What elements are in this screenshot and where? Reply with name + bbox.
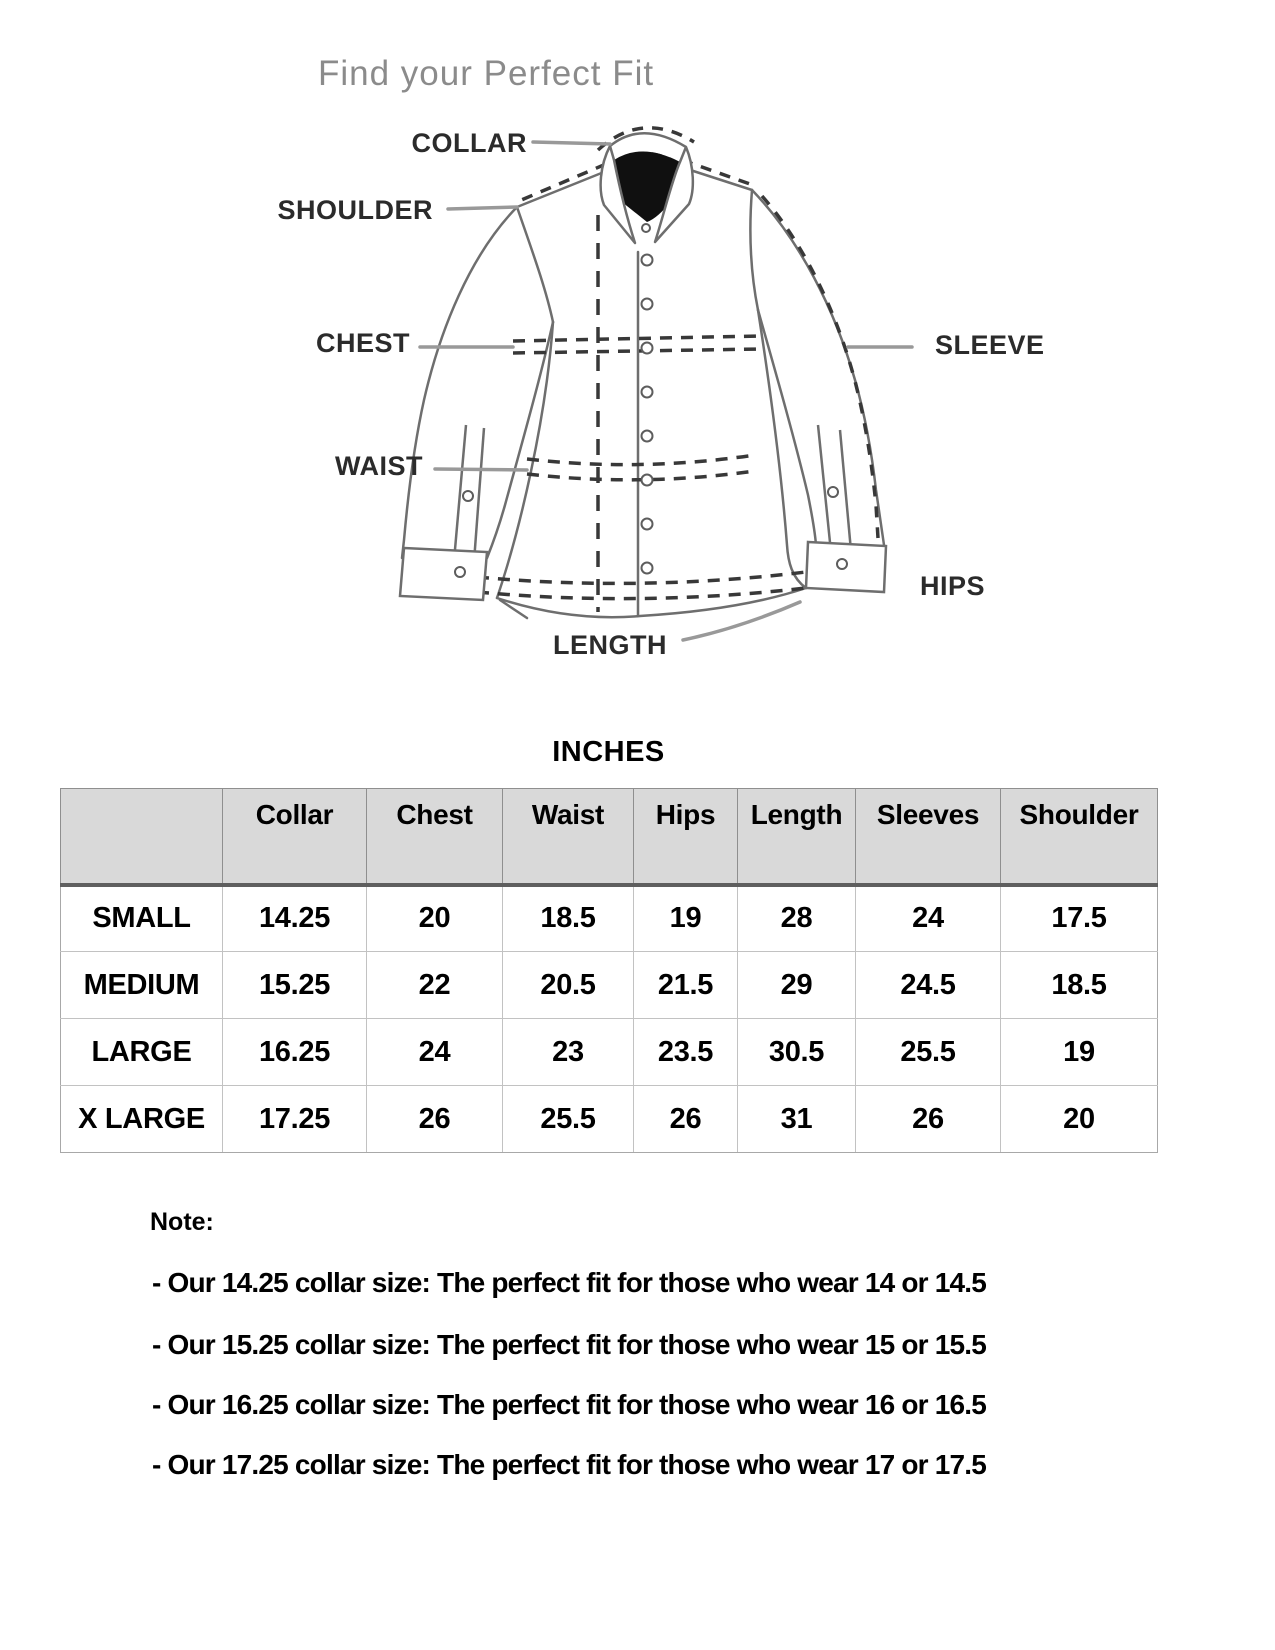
label-hips: HIPS <box>920 571 986 601</box>
note-item: - Our 14.25 collar size: The perfect fit for those who wear 14 or 14.5 <box>152 1267 987 1298</box>
cell-value: 25.5 <box>856 1019 1001 1086</box>
cell-value: 16.25 <box>223 1019 367 1086</box>
note-item: - Our 15.25 collar size: The perfect fit for those who wear 15 or 15.5 <box>152 1329 987 1360</box>
notes-heading: Note: <box>150 1208 214 1236</box>
cell-value: 14.25 <box>223 885 367 952</box>
cell-value: 20 <box>367 885 503 952</box>
cell-value: 29 <box>738 952 856 1019</box>
cell-value: 18.5 <box>503 885 634 952</box>
table-row-xlarge <box>61 1086 1158 1153</box>
header-row <box>61 789 1158 885</box>
cell-value: 24 <box>856 885 1001 952</box>
cell-value: 25.5 <box>503 1086 634 1153</box>
cell-value: 26 <box>856 1086 1001 1153</box>
col-header-hips: Hips <box>634 789 738 885</box>
cell-value: 30.5 <box>738 1019 856 1086</box>
size-label: MEDIUM <box>61 952 223 1019</box>
table-row-large <box>61 1019 1158 1086</box>
cell-value: 18.5 <box>1001 952 1158 1019</box>
col-header-sleeves: Sleeves <box>856 789 1001 885</box>
cell-value: 21.5 <box>634 952 738 1019</box>
shirt-diagram <box>0 0 1275 700</box>
right-cuff <box>806 425 886 592</box>
col-header-collar: Collar <box>223 789 367 885</box>
label-waist: WAIST <box>335 451 423 481</box>
col-header-chest: Chest <box>367 789 503 885</box>
size-chart-table <box>60 788 1158 1153</box>
col-header-waist: Waist <box>503 789 634 885</box>
size-label: X LARGE <box>61 1086 223 1153</box>
cell-value: 17.25 <box>223 1086 367 1153</box>
cell-value: 15.25 <box>223 952 367 1019</box>
size-label: SMALL <box>61 885 223 952</box>
cell-value: 22 <box>367 952 503 1019</box>
label-chest: CHEST <box>315 328 410 358</box>
cell-value: 17.5 <box>1001 885 1158 952</box>
note-item: - Our 17.25 collar size: The perfect fit for those who wear 17 or 17.5 <box>152 1449 987 1480</box>
label-shoulder: SHOULDER <box>277 195 433 225</box>
cell-value: 24.5 <box>856 952 1001 1019</box>
cell-value: 19 <box>634 885 738 952</box>
label-collar: COLLAR <box>411 128 527 158</box>
cell-value: 28 <box>738 885 856 952</box>
page-title: Find your Perfect Fit <box>318 54 655 93</box>
cell-value: 20 <box>1001 1086 1158 1153</box>
cell-value: 23.5 <box>634 1019 738 1086</box>
table-row-medium <box>61 952 1158 1019</box>
size-label: LARGE <box>61 1019 223 1086</box>
corner-cell <box>61 789 223 885</box>
cell-value: 19 <box>1001 1019 1158 1086</box>
col-header-length: Length <box>738 789 856 885</box>
collar-shape <box>601 133 693 243</box>
button-row <box>642 255 653 574</box>
cell-value: 23 <box>503 1019 634 1086</box>
label-length: LENGTH <box>553 630 667 660</box>
col-header-shoulder: Shoulder <box>1001 789 1158 885</box>
cell-value: 20.5 <box>503 952 634 1019</box>
table-row-small <box>61 885 1158 952</box>
cell-value: 26 <box>634 1086 738 1153</box>
cell-value: 24 <box>367 1019 503 1086</box>
label-sleeve: SLEEVE <box>935 330 1045 360</box>
units-title: INCHES <box>552 736 665 768</box>
note-item: - Our 16.25 collar size: The perfect fit for those who wear 16 or 16.5 <box>152 1389 987 1420</box>
cell-value: 31 <box>738 1086 856 1153</box>
cell-value: 26 <box>367 1086 503 1153</box>
